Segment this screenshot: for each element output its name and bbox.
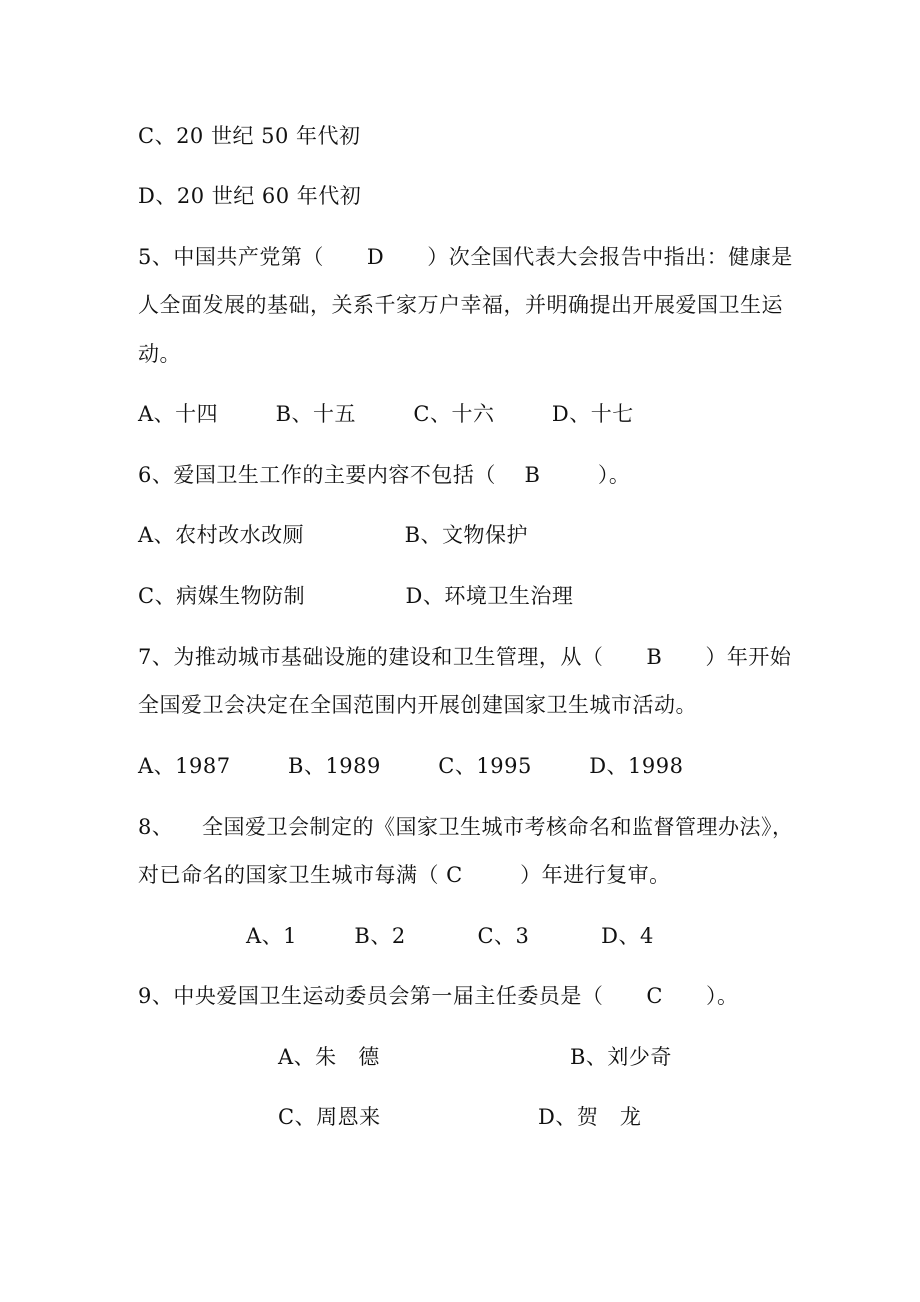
q6-question: 6、爱国卫生工作的主要内容不包括（ B ）。 <box>138 463 631 487</box>
q7-question-line-1: 7、为推动城市基础设施的建设和卫生管理，从（ B ）年开始 <box>138 645 792 669</box>
q9-option-b: B、刘少奇 <box>570 1045 672 1069</box>
q4-option-c: C、20 世纪 50 年代初 <box>138 124 361 148</box>
q7-question-line-2: 全国爱卫会决定在全国范围内开展创建国家卫生城市活动。 <box>138 693 697 717</box>
q7-options: A、1987 B、1989 C、1995 D、1998 <box>138 754 684 778</box>
q5-options: A、十四 B、十五 C、十六 D、十七 <box>138 402 634 426</box>
q8-question-line-2: 对已命名的国家卫生城市每满（ C ）年进行复审。 <box>138 863 671 887</box>
q6-options-row-1: A、农村改水改厕 B、文物保护 <box>138 523 529 547</box>
q6-options-row-2: C、病媒生物防制 D、环境卫生治理 <box>138 584 574 608</box>
q8-question-line-1: 8、 全国爱卫会制定的《国家卫生城市考核命名和监督管理办法》， <box>138 815 794 839</box>
q9-option-a: A、朱 德 <box>278 1045 380 1069</box>
q9-option-d: D、贺 龙 <box>538 1105 642 1129</box>
q9-option-c: C、周恩来 <box>278 1105 381 1129</box>
q5-question-line-1: 5、中国共产党第（ D ）次全国代表大会报告中指出：健康是 <box>138 245 793 269</box>
q5-question-line-3: 动。 <box>138 342 181 366</box>
q4-option-d: D、20 世纪 60 年代初 <box>138 184 362 208</box>
q9-question: 9、中央爱国卫生运动委员会第一届主任委员是（ C ）。 <box>138 984 739 1008</box>
q5-question-line-2: 人全面发展的基础，关系千家万户幸福，并明确提出开展爱国卫生运 <box>138 293 783 317</box>
q8-options: A、1 B、2 C、3 D、4 <box>246 924 654 948</box>
